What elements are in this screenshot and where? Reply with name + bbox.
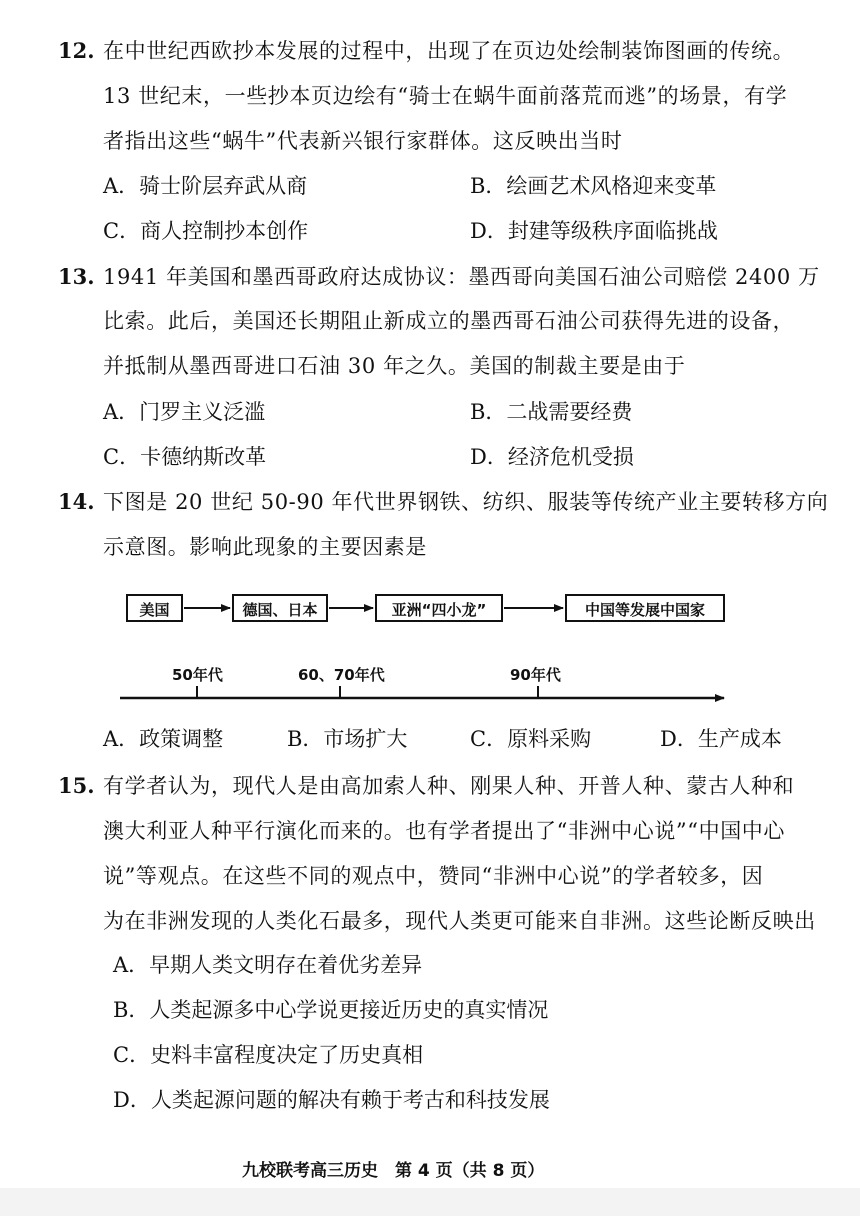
- question-number: 12.: [58, 38, 95, 63]
- question-stem-line: 1941 年美国和墨西哥政府达成协议：墨西哥向美国石油公司赔偿 2400 万: [103, 265, 820, 289]
- option-d[interactable]: D．生产成本: [660, 727, 782, 751]
- question-stem-line: 示意图。影响此现象的主要因素是: [103, 535, 427, 559]
- question-stem-line: 下图是 20 世纪 50-90 年代世界钢铁、纺织、服装等传统产业主要转移方向: [103, 490, 829, 514]
- timeline-label-50s: 50年代: [172, 666, 223, 684]
- box-four-dragons: 亚洲“四小龙”: [375, 594, 503, 622]
- box-usa: 美国: [126, 594, 183, 622]
- box-developing-countries: 中国等发展中国家: [565, 594, 725, 622]
- option-a[interactable]: A．早期人类文明存在着优劣差异: [113, 953, 423, 977]
- question-stem-line: 说”等观点。在这些不同的观点中，赞同“非洲中心说”的学者较多，因: [103, 864, 764, 888]
- question-number: 14.: [58, 489, 95, 514]
- timeline-label-60-70s: 60、70年代: [298, 666, 385, 684]
- question-stem-line: 有学者认为，现代人是由高加索人种、刚果人种、开普人种、蒙古人种和: [103, 774, 795, 798]
- option-a[interactable]: A．骑士阶层弃武从商: [103, 174, 308, 198]
- option-d[interactable]: D．经济危机受损: [470, 445, 634, 469]
- option-c[interactable]: C．商人控制抄本创作: [103, 219, 309, 243]
- option-c[interactable]: C．史料丰富程度决定了历史真相: [113, 1043, 424, 1067]
- question-stem-line: 在中世纪西欧抄本发展的过程中，出现了在页边处绘制装饰图画的传统。: [103, 39, 795, 63]
- question-stem-line: 并抵制从墨西哥进口石油 30 年之久。美国的制裁主要是由于: [103, 354, 686, 378]
- option-b[interactable]: B．人类起源多中心学说更接近历史的真实情况: [113, 998, 549, 1022]
- page-footer: 九校联考高三历史 第 4 页（共 8 页）: [242, 1161, 545, 1181]
- box-germany-japan: 德国、日本: [232, 594, 328, 622]
- scan-edge: [0, 1188, 860, 1216]
- question-stem-line: 者指出这些“蜗牛”代表新兴银行家群体。这反映出当时: [103, 129, 623, 153]
- timeline-label-90s: 90年代: [510, 666, 561, 684]
- question-stem-line: 为在非洲发现的人类化石最多，现代人类更可能来自非洲。这些论断反映出: [103, 909, 816, 933]
- question-stem-line: 比索。此后，美国还长期阻止新成立的墨西哥石油公司获得先进的设备，: [103, 309, 795, 333]
- option-b[interactable]: B．市场扩大: [287, 727, 408, 751]
- question-number: 15.: [58, 773, 95, 798]
- option-a[interactable]: A．门罗主义泛滥: [103, 400, 266, 424]
- option-b[interactable]: B．绘画艺术风格迎来变革: [470, 174, 717, 198]
- option-d[interactable]: D．人类起源问题的解决有赖于考古和科技发展: [113, 1088, 550, 1112]
- question-stem-line: 澳大利亚人种平行演化而来的。也有学者提出了“非洲中心说”“中国中心: [103, 819, 786, 843]
- question-stem-line: 13 世纪末，一些抄本页边绘有“骑士在蜗牛面前落荒而逃”的场景，有学: [103, 84, 788, 108]
- option-c[interactable]: C．卡德纳斯改革: [103, 445, 267, 469]
- question-number: 13.: [58, 264, 95, 289]
- option-c[interactable]: C．原料采购: [470, 727, 592, 751]
- option-b[interactable]: B．二战需要经费: [470, 400, 633, 424]
- option-d[interactable]: D．封建等级秩序面临挑战: [470, 219, 718, 243]
- option-a[interactable]: A．政策调整: [103, 727, 224, 751]
